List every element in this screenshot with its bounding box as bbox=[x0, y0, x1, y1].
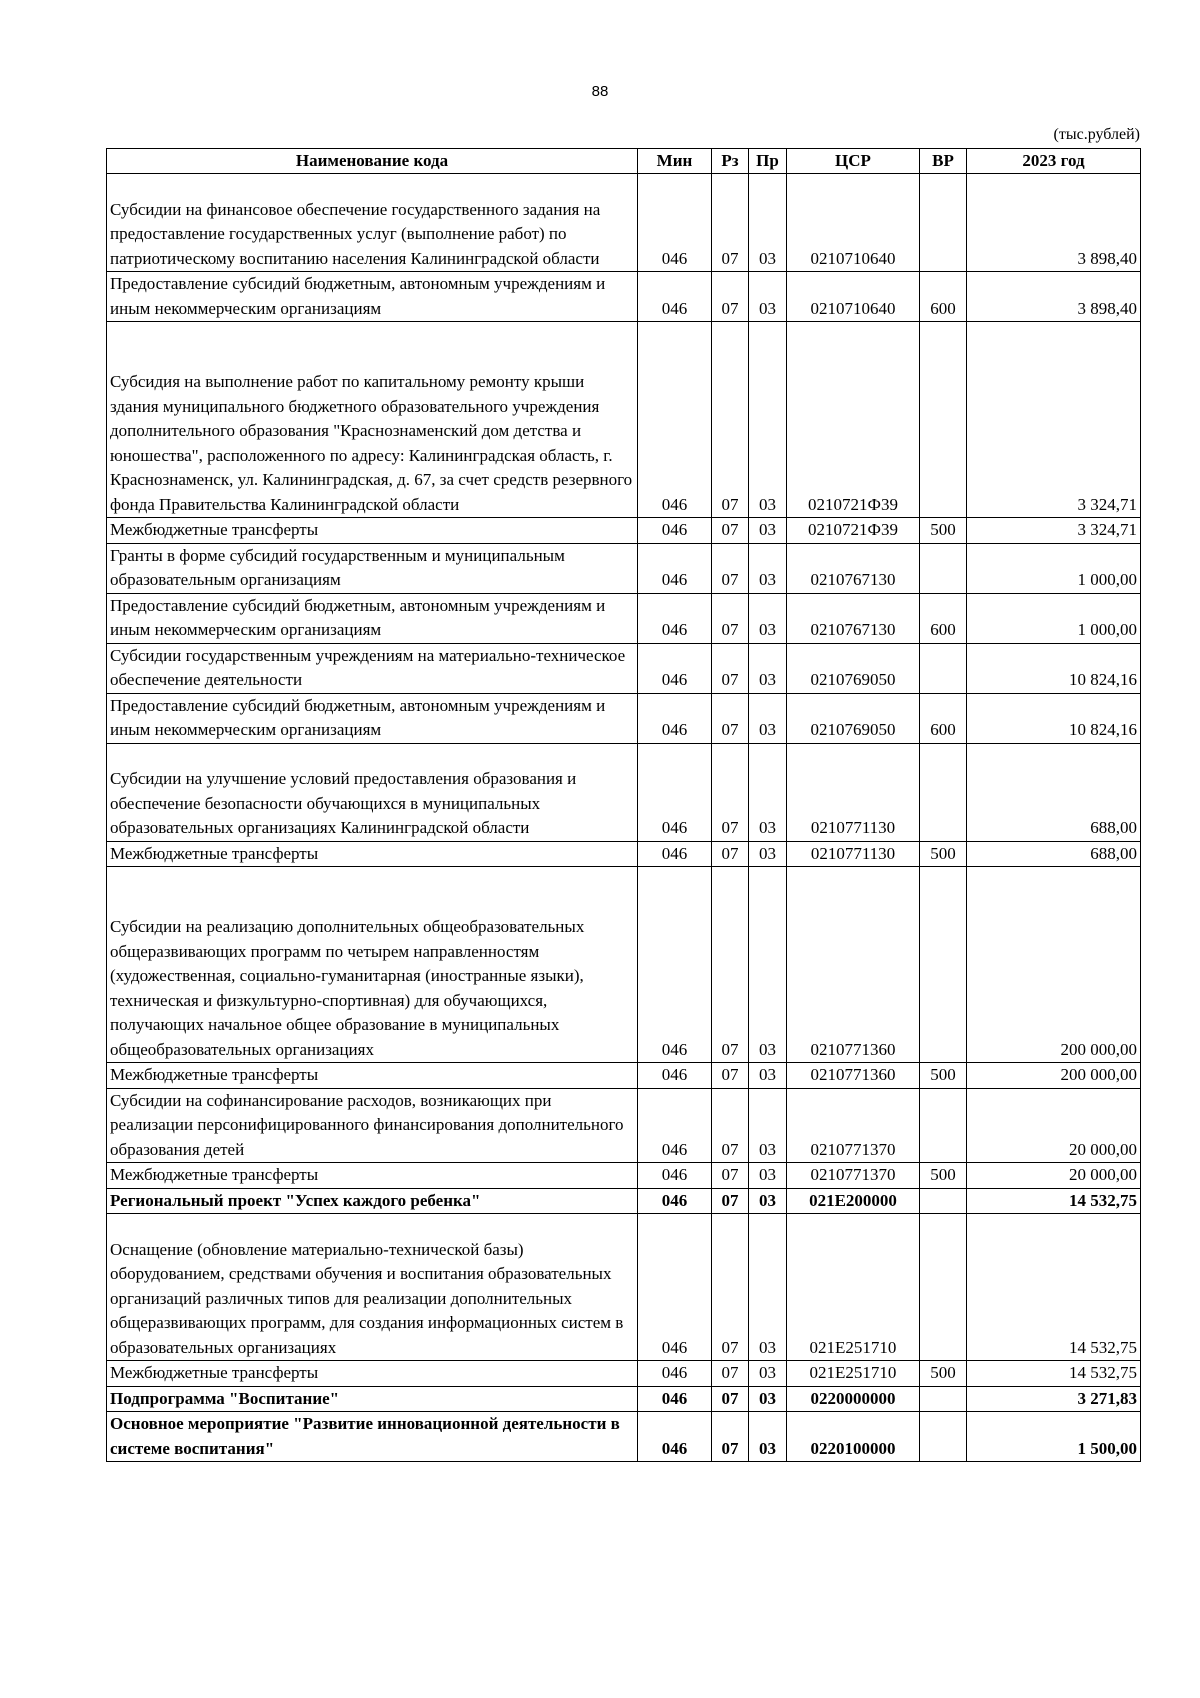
row-min: 046 bbox=[638, 1386, 712, 1412]
row-min: 046 bbox=[638, 174, 712, 272]
row-rz: 07 bbox=[712, 272, 749, 322]
row-csr: 0210721Ф39 bbox=[787, 518, 920, 544]
row-amount: 20 000,00 bbox=[967, 1163, 1141, 1189]
row-vr: 500 bbox=[920, 841, 967, 867]
row-name: Субсидии на софинансирование расходов, возникающих при реализации персонифицированного финансирования дополнительного образования детей bbox=[107, 1088, 638, 1163]
row-name: Основное мероприятие "Развитие инновационной деятельности в системе воспитания" bbox=[107, 1412, 638, 1462]
row-csr: 0210710640 bbox=[787, 174, 920, 272]
row-name: Межбюджетные трансферты bbox=[107, 1163, 638, 1189]
row-amount: 1 000,00 bbox=[967, 593, 1141, 643]
row-rz: 07 bbox=[712, 693, 749, 743]
table-row bbox=[107, 322, 1141, 518]
row-rz: 07 bbox=[712, 1088, 749, 1163]
row-pr: 03 bbox=[749, 518, 787, 544]
row-csr: 0220100000 bbox=[787, 1412, 920, 1462]
row-min: 046 bbox=[638, 518, 712, 544]
row-rz: 07 bbox=[712, 593, 749, 643]
row-name: Предоставление субсидий бюджетным, автономным учреждениям и иным некоммерческим организациям bbox=[107, 593, 638, 643]
row-pr: 03 bbox=[749, 643, 787, 693]
row-name: Субсидии на реализацию дополнительных общеобразовательных общеразвивающих программ по четырем направленностям (художественная, социально-гуманитарная (иностранные языки), техническая и физкультурно-спортивная) для обучающихся, получающих начальное общее образование в муниципальных общеобразовательных организациях bbox=[107, 867, 638, 1063]
row-rz: 07 bbox=[712, 1188, 749, 1214]
table-row bbox=[107, 272, 1141, 322]
row-pr: 03 bbox=[749, 1386, 787, 1412]
row-rz: 07 bbox=[712, 841, 749, 867]
row-min: 046 bbox=[638, 272, 712, 322]
row-min: 046 bbox=[638, 693, 712, 743]
row-name: Предоставление субсидий бюджетным, автономным учреждениям и иным некоммерческим организациям bbox=[107, 693, 638, 743]
row-pr: 03 bbox=[749, 1214, 787, 1361]
row-amount: 1 500,00 bbox=[967, 1412, 1141, 1462]
row-min: 046 bbox=[638, 643, 712, 693]
row-csr: 0210769050 bbox=[787, 693, 920, 743]
row-rz: 07 bbox=[712, 743, 749, 841]
row-vr bbox=[920, 543, 967, 593]
row-min: 046 bbox=[638, 1412, 712, 1462]
table-row bbox=[107, 693, 1141, 743]
row-rz: 07 bbox=[712, 1063, 749, 1089]
row-vr bbox=[920, 867, 967, 1063]
table-row bbox=[107, 1214, 1141, 1361]
row-csr: 0210767130 bbox=[787, 543, 920, 593]
row-csr: 0210771130 bbox=[787, 841, 920, 867]
table-row bbox=[107, 643, 1141, 693]
row-min: 046 bbox=[638, 1214, 712, 1361]
row-vr bbox=[920, 1214, 967, 1361]
row-min: 046 bbox=[638, 743, 712, 841]
row-amount: 14 532,75 bbox=[967, 1188, 1141, 1214]
row-min: 046 bbox=[638, 1163, 712, 1189]
row-vr: 600 bbox=[920, 272, 967, 322]
row-min: 046 bbox=[638, 841, 712, 867]
row-pr: 03 bbox=[749, 1188, 787, 1214]
table-row bbox=[107, 518, 1141, 544]
row-vr: 500 bbox=[920, 1361, 967, 1387]
header-year: 2023 год bbox=[967, 149, 1141, 174]
row-pr: 03 bbox=[749, 867, 787, 1063]
row-name: Оснащение (обновление материально-технической базы) оборудованием, средствами обучения и воспитания образовательных организаций различных типов для реализации дополнительных общеразвивающих программ, для создания информационных систем в образовательных организациях bbox=[107, 1214, 638, 1361]
row-name: Субсидии на финансовое обеспечение государственного задания на предоставление государственных услуг (выполнение работ) по патриотическому воспитанию населения Калининградской области bbox=[107, 174, 638, 272]
row-vr bbox=[920, 1386, 967, 1412]
table-row bbox=[107, 1386, 1141, 1412]
table-row bbox=[107, 1188, 1141, 1214]
row-vr bbox=[920, 1088, 967, 1163]
row-rz: 07 bbox=[712, 174, 749, 272]
row-csr: 0220000000 bbox=[787, 1386, 920, 1412]
row-vr bbox=[920, 1412, 967, 1462]
row-pr: 03 bbox=[749, 1063, 787, 1089]
table-row bbox=[107, 174, 1141, 272]
row-amount: 14 532,75 bbox=[967, 1214, 1141, 1361]
row-pr: 03 bbox=[749, 743, 787, 841]
row-pr: 03 bbox=[749, 693, 787, 743]
table-row bbox=[107, 1063, 1141, 1089]
row-min: 046 bbox=[638, 867, 712, 1063]
row-csr: 021E200000 bbox=[787, 1188, 920, 1214]
row-min: 046 bbox=[638, 543, 712, 593]
row-rz: 07 bbox=[712, 518, 749, 544]
row-amount: 3 898,40 bbox=[967, 272, 1141, 322]
row-csr: 021E251710 bbox=[787, 1361, 920, 1387]
row-vr bbox=[920, 743, 967, 841]
row-min: 046 bbox=[638, 1361, 712, 1387]
row-csr: 0210771370 bbox=[787, 1088, 920, 1163]
row-name: Межбюджетные трансферты bbox=[107, 518, 638, 544]
row-amount: 20 000,00 bbox=[967, 1088, 1141, 1163]
row-pr: 03 bbox=[749, 322, 787, 518]
row-vr bbox=[920, 643, 967, 693]
row-pr: 03 bbox=[749, 841, 787, 867]
row-name: Межбюджетные трансферты bbox=[107, 1063, 638, 1089]
row-amount: 1 000,00 bbox=[967, 543, 1141, 593]
row-amount: 10 824,16 bbox=[967, 693, 1141, 743]
header-rz: Рз bbox=[712, 149, 749, 174]
row-rz: 07 bbox=[712, 867, 749, 1063]
row-pr: 03 bbox=[749, 1412, 787, 1462]
table-row bbox=[107, 841, 1141, 867]
row-min: 046 bbox=[638, 1088, 712, 1163]
row-vr: 500 bbox=[920, 518, 967, 544]
row-pr: 03 bbox=[749, 272, 787, 322]
header-row bbox=[107, 149, 1141, 174]
table-row bbox=[107, 743, 1141, 841]
table-row bbox=[107, 1088, 1141, 1163]
row-amount: 3 324,71 bbox=[967, 322, 1141, 518]
row-name: Межбюджетные трансферты bbox=[107, 841, 638, 867]
row-vr: 600 bbox=[920, 693, 967, 743]
row-csr: 0210771130 bbox=[787, 743, 920, 841]
table-row bbox=[107, 593, 1141, 643]
row-csr: 0210771360 bbox=[787, 1063, 920, 1089]
row-name: Подпрограмма "Воспитание" bbox=[107, 1386, 638, 1412]
row-vr: 600 bbox=[920, 593, 967, 643]
row-rz: 07 bbox=[712, 1361, 749, 1387]
row-rz: 07 bbox=[712, 543, 749, 593]
row-pr: 03 bbox=[749, 543, 787, 593]
row-pr: 03 bbox=[749, 174, 787, 272]
row-min: 046 bbox=[638, 322, 712, 518]
row-rz: 07 bbox=[712, 1386, 749, 1412]
row-amount: 10 824,16 bbox=[967, 643, 1141, 693]
row-name: Предоставление субсидий бюджетным, автономным учреждениям и иным некоммерческим организациям bbox=[107, 272, 638, 322]
row-rz: 07 bbox=[712, 1214, 749, 1361]
row-csr: 0210721Ф39 bbox=[787, 322, 920, 518]
units-label: (тыс.рублей) bbox=[1053, 126, 1140, 143]
row-rz: 07 bbox=[712, 322, 749, 518]
row-vr: 500 bbox=[920, 1163, 967, 1189]
row-name: Региональный проект "Успех каждого ребенка" bbox=[107, 1188, 638, 1214]
row-min: 046 bbox=[638, 1063, 712, 1089]
row-amount: 3 898,40 bbox=[967, 174, 1141, 272]
row-name: Субсидия на выполнение работ по капитальному ремонту крыши здания муниципального бюджетного образовательного учреждения дополнительного образования "Краснознаменский дом детства и юношества", расположенного по адресу: Калининградская область, г. Краснознаменск, ул. Калининградская, д. 67, за счет средств резервного фонда Правительства Калининградской области bbox=[107, 322, 638, 518]
row-csr: 021E251710 bbox=[787, 1214, 920, 1361]
table-row bbox=[107, 1163, 1141, 1189]
table-row bbox=[107, 867, 1141, 1063]
row-amount: 200 000,00 bbox=[967, 1063, 1141, 1089]
header-csr: ЦСР bbox=[787, 149, 920, 174]
row-vr: 500 bbox=[920, 1063, 967, 1089]
row-pr: 03 bbox=[749, 1163, 787, 1189]
row-rz: 07 bbox=[712, 1163, 749, 1189]
table-row bbox=[107, 1361, 1141, 1387]
header-vr: ВР bbox=[920, 149, 967, 174]
row-rz: 07 bbox=[712, 1412, 749, 1462]
row-amount: 3 271,83 bbox=[967, 1386, 1141, 1412]
row-vr bbox=[920, 174, 967, 272]
row-amount: 688,00 bbox=[967, 743, 1141, 841]
budget-table bbox=[106, 148, 1141, 1462]
row-name: Гранты в форме субсидий государственным и муниципальным образовательным организациям bbox=[107, 543, 638, 593]
row-vr bbox=[920, 322, 967, 518]
row-csr: 0210710640 bbox=[787, 272, 920, 322]
table-row bbox=[107, 543, 1141, 593]
row-rz: 07 bbox=[712, 643, 749, 693]
header-name: Наименование кода bbox=[107, 149, 638, 174]
row-min: 046 bbox=[638, 593, 712, 643]
row-amount: 688,00 bbox=[967, 841, 1141, 867]
row-amount: 3 324,71 bbox=[967, 518, 1141, 544]
row-pr: 03 bbox=[749, 1088, 787, 1163]
row-amount: 14 532,75 bbox=[967, 1361, 1141, 1387]
row-name: Субсидии государственным учреждениям на материально-техническое обеспечение деятельности bbox=[107, 643, 638, 693]
row-name: Межбюджетные трансферты bbox=[107, 1361, 638, 1387]
row-csr: 0210771360 bbox=[787, 867, 920, 1063]
row-vr bbox=[920, 1188, 967, 1214]
row-min: 046 bbox=[638, 1188, 712, 1214]
header-min: Мин bbox=[638, 149, 712, 174]
page-number: 88 bbox=[591, 83, 609, 100]
row-csr: 0210771370 bbox=[787, 1163, 920, 1189]
row-csr: 0210767130 bbox=[787, 593, 920, 643]
table-row bbox=[107, 1412, 1141, 1462]
row-name: Субсидии на улучшение условий предоставления образования и обеспечение безопасности обучающихся в муниципальных образовательных организациях Калининградской области bbox=[107, 743, 638, 841]
row-pr: 03 bbox=[749, 593, 787, 643]
row-pr: 03 bbox=[749, 1361, 787, 1387]
row-csr: 0210769050 bbox=[787, 643, 920, 693]
header-pr: Пр bbox=[749, 149, 787, 174]
row-amount: 200 000,00 bbox=[967, 867, 1141, 1063]
